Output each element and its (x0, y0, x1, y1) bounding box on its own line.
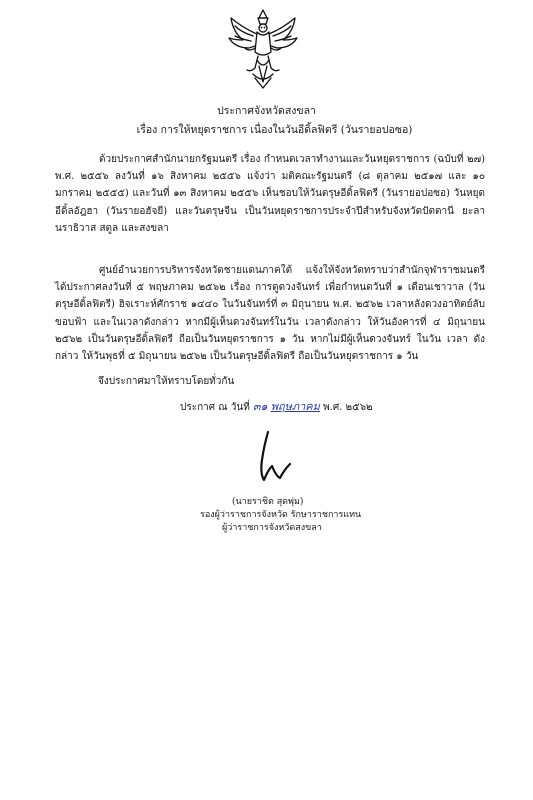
dateline-prefix: ประกาศ ณ วันที่ (180, 402, 250, 413)
announcement-subject: เรื่อง การให้หยุดราชการ เนื่องในวันอีดิ้ลฟิตรี (วันรายอปอซอ) (136, 124, 413, 136)
signature-block (200, 496, 460, 535)
signer-acting-title: รองผู้ว่าราชการจังหวัด รักษาราชการแทน (200, 510, 362, 520)
body-paragraph-2 (55, 262, 485, 365)
dateline-day: ๓๑ (252, 400, 268, 413)
handwritten-signature (250, 430, 294, 484)
paragraph-1-text: ด้วยประกาศสำนักนายกรัฐมนตรี เรื่อง กำหนดเวลาทำงานและวันหยุดราชการ (ฉบับที่ ๒๗) พ.ศ. ๒๕๕๖ ลงวันที่ ๑๖ สิงหาคม ๒๕๕๖ แจ้งว่า มติคณะรัฐมนตรี (๘ ตุลาคม ๒๕๑๗ และ ๑๐ มกราคม ๒๕๕๕) และวันที่ ๑๓ สิงหาคม ๒๕๕๖ เห็นชอบให้วันตรุษอีดิ้ลฟิตรี (วันรายอปอซอ) วันหยุดอีดิ้ลอัฎฮา (วันรายอฮัจยี) และวันตรุษจีน เป็นวันหยุดราชการประจำปีสำหรับจังหวัดปัตตานี ยะลา นราธิวาส สตูล และสงขลา (55, 154, 485, 234)
signer-governor-title: ผู้ว่าราชการจังหวัดสงขลา (222, 523, 322, 533)
signer-name: (นายราชิต สุดพุ่ม) (232, 497, 304, 507)
paragraph-2-text: ศูนย์อำนวยการบริหารจังหวัดชายแดนภาคใต้ แจ้งให้จังหวัดทราบว่าสำนักจุฬาราชมนตรีได้ประกาศลงวันที่ ๕ พฤษภาคม ๒๕๖๒ เรื่อง การดูดวงจันทร์ เพื่อกำหนดวันที่ ๑ เดือนเชาวาล (วันตรุษอีดิ้ลฟิตรี) ฮิจเราะห์ศักราช ๑๔๔๐ ในวันจันทร์ที่ ๓ มิถุนายน พ.ศ. ๒๕๖๒ เวลาหลังดวงอาทิตย์ลับขอบฟ้า และในเวลาดังกล่าว หากมีผู้เห็นดวงจันทร์ในวัน เวลาดังกล่าว ให้วันอังคารที่ ๔ มิถุนายน ๒๕๖๒ เป็นวันตรุษอีดิ้ลฟิตรี ถือเป็นวันหยุดราชการ ๑ วัน หากไม่มีผู้เห็นดวงจันทร์ ในวัน เวลา ดังกล่าว ให้วันพุธที่ ๕ มิถุนายน ๒๕๖๒ เป็นวันตรุษอีดิ้ลฟิตรี ถือเป็นวันหยุดราชการ ๑ วัน (55, 265, 485, 363)
garuda-emblem-icon (225, 8, 301, 90)
announcement-title: ประกาศจังหวัดสงขลา (217, 105, 316, 117)
dateline-year: พ.ศ. ๒๕๖๒ (323, 402, 373, 413)
announcement-dateline (180, 400, 373, 415)
dateline-month: พฤษภาคม (270, 400, 320, 413)
body-paragraph-3: จึงประกาศมาให้ทราบโดยทั่วกัน (98, 376, 235, 387)
body-paragraph-1 (55, 151, 485, 237)
